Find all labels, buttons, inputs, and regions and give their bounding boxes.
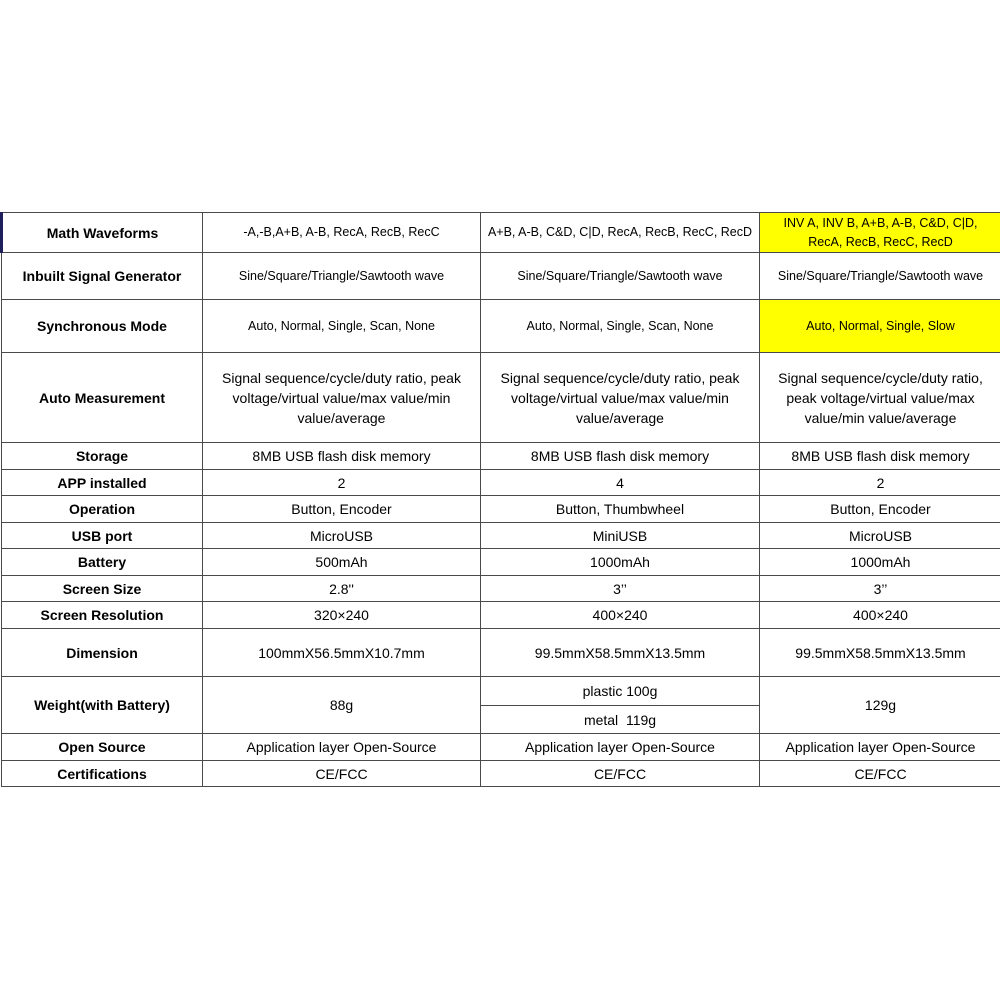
cell-storage-model-3: 8MB USB flash disk memory bbox=[760, 443, 1000, 470]
cell-usb-port-model-1: MicroUSB bbox=[203, 523, 481, 549]
cell-operation-model-1: Button, Encoder bbox=[203, 496, 481, 523]
cell-weight-model-2-plastic: plastic 100g bbox=[481, 677, 760, 706]
row-label-screen-size: Screen Size bbox=[2, 576, 203, 602]
cell-usb-port-model-3: MicroUSB bbox=[760, 523, 1000, 549]
cell-screen-resolution-model-1: 320×240 bbox=[203, 602, 481, 629]
cell-screen-size-model-1: 2.8'' bbox=[203, 576, 481, 602]
cell-operation-model-3: Button, Encoder bbox=[760, 496, 1000, 523]
row-signal-generator bbox=[2, 253, 1000, 300]
cell-sync-mode-model-3: Auto, Normal, Single, Slow bbox=[760, 300, 1000, 353]
cell-auto-measurement-model-1: Signal sequence/cycle/duty ratio, peak voltage/virtual value/max value/min value/average bbox=[203, 353, 481, 443]
cell-battery-model-3: 1000mAh bbox=[760, 549, 1000, 576]
row-label-signal-generator: Inbuilt Signal Generator bbox=[2, 253, 203, 300]
cell-operation-model-2: Button, Thumbwheel bbox=[481, 496, 760, 523]
cell-certifications-model-2: CE/FCC bbox=[481, 761, 760, 787]
cell-screen-resolution-model-3: 400×240 bbox=[760, 602, 1000, 629]
cell-math-waveforms-model-1: -A,-B,A+B, A-B, RecA, RecB, RecC bbox=[203, 213, 481, 253]
cell-open-source-model-2: Application layer Open-Source bbox=[481, 734, 760, 761]
row-certifications bbox=[2, 761, 1000, 787]
cell-sync-mode-model-1: Auto, Normal, Single, Scan, None bbox=[203, 300, 481, 353]
row-sync-mode bbox=[2, 300, 1000, 353]
cell-screen-resolution-model-2: 400×240 bbox=[481, 602, 760, 629]
row-label-sync-mode: Synchronous Mode bbox=[2, 300, 203, 353]
cell-battery-model-1: 500mAh bbox=[203, 549, 481, 576]
cell-open-source-model-3: Application layer Open-Source bbox=[760, 734, 1000, 761]
cell-app-installed-model-2: 4 bbox=[481, 470, 760, 496]
cell-auto-measurement-model-2: Signal sequence/cycle/duty ratio, peak voltage/virtual value/max value/min value/average bbox=[481, 353, 760, 443]
row-label-dimension: Dimension bbox=[2, 629, 203, 677]
row-storage bbox=[2, 443, 1000, 470]
cell-signal-generator-model-3: Sine/Square/Triangle/Sawtooth wave bbox=[760, 253, 1000, 300]
cell-screen-size-model-3: 3’’ bbox=[760, 576, 1000, 602]
row-screen-resolution bbox=[2, 602, 1000, 629]
cell-storage-model-2: 8MB USB flash disk memory bbox=[481, 443, 760, 470]
row-dimension bbox=[2, 629, 1000, 677]
row-label-open-source: Open Source bbox=[2, 734, 203, 761]
row-label-auto-measurement: Auto Measurement bbox=[2, 353, 203, 443]
row-open-source bbox=[2, 734, 1000, 761]
cell-signal-generator-model-2: Sine/Square/Triangle/Sawtooth wave bbox=[481, 253, 760, 300]
cell-weight-model-2-metal: metal 119g bbox=[481, 706, 760, 734]
row-label-math-waveforms: Math Waveforms bbox=[2, 213, 203, 253]
row-math-waveforms bbox=[2, 213, 1000, 253]
cell-dimension-model-1: 100mmX56.5mmX10.7mm bbox=[203, 629, 481, 677]
row-label-operation: Operation bbox=[2, 496, 203, 523]
row-battery bbox=[2, 549, 1000, 576]
cell-battery-model-2: 1000mAh bbox=[481, 549, 760, 576]
cell-dimension-model-2: 99.5mmX58.5mmX13.5mm bbox=[481, 629, 760, 677]
cell-screen-size-model-2: 3’’ bbox=[481, 576, 760, 602]
row-operation bbox=[2, 496, 1000, 523]
cell-app-installed-model-1: 2 bbox=[203, 470, 481, 496]
cell-math-waveforms-model-2: A+B, A-B, C&D, C|D, RecA, RecB, RecC, RecD bbox=[481, 213, 760, 253]
row-label-app-installed: APP installed bbox=[2, 470, 203, 496]
cell-weight-model-1: 88g bbox=[203, 677, 481, 734]
cell-certifications-model-1: CE/FCC bbox=[203, 761, 481, 787]
row-screen-size bbox=[2, 576, 1000, 602]
row-label-weight: Weight(with Battery) bbox=[2, 677, 203, 734]
cell-math-waveforms-model-3: INV A, INV B, A+B, A-B, C&D, C|D, RecA, RecB, RecC, RecD bbox=[760, 213, 1000, 253]
row-weight bbox=[2, 677, 1000, 706]
cell-auto-measurement-model-3: Signal sequence/cycle/duty ratio, peak voltage/virtual value/max value/min value/average bbox=[760, 353, 1000, 443]
row-usb-port bbox=[2, 523, 1000, 549]
row-label-certifications: Certifications bbox=[2, 761, 203, 787]
cell-storage-model-1: 8MB USB flash disk memory bbox=[203, 443, 481, 470]
row-label-usb-port: USB port bbox=[2, 523, 203, 549]
row-label-screen-resolution: Screen Resolution bbox=[2, 602, 203, 629]
spec-comparison-table bbox=[0, 212, 1000, 787]
row-auto-measurement bbox=[2, 353, 1000, 443]
row-label-battery: Battery bbox=[2, 549, 203, 576]
cell-usb-port-model-2: MiniUSB bbox=[481, 523, 760, 549]
cell-app-installed-model-3: 2 bbox=[760, 470, 1000, 496]
row-label-storage: Storage bbox=[2, 443, 203, 470]
row-app-installed bbox=[2, 470, 1000, 496]
cell-weight-model-3: 129g bbox=[760, 677, 1000, 734]
cell-open-source-model-1: Application layer Open-Source bbox=[203, 734, 481, 761]
cell-certifications-model-3: CE/FCC bbox=[760, 761, 1000, 787]
cell-signal-generator-model-1: Sine/Square/Triangle/Sawtooth wave bbox=[203, 253, 481, 300]
cell-dimension-model-3: 99.5mmX58.5mmX13.5mm bbox=[760, 629, 1000, 677]
cell-sync-mode-model-2: Auto, Normal, Single, Scan, None bbox=[481, 300, 760, 353]
